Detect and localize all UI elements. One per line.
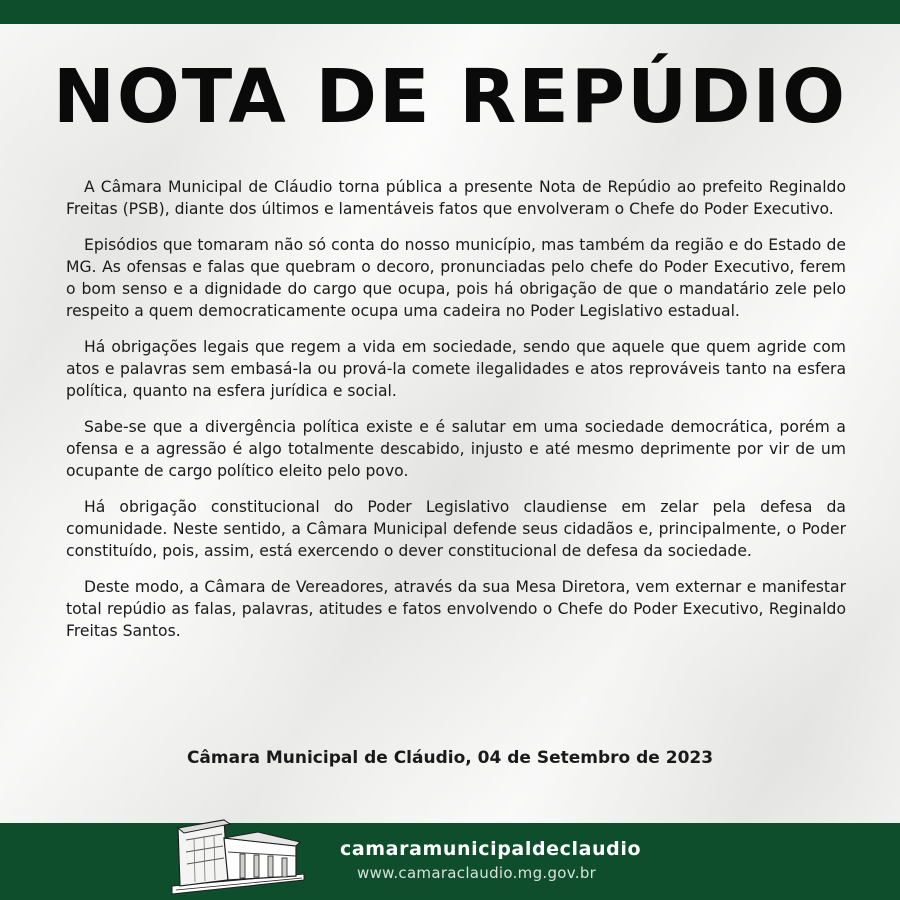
footer-bar bbox=[0, 823, 900, 900]
paragraph: Deste modo, a Câmara de Vereadores, através da sua Mesa Diretora, vem externar e manifestar total repúdio as falas, palavras, atitudes e fatos envolvendo o Chefe do Poder Executivo, Reginaldo Freitas Santos. bbox=[66, 578, 846, 640]
paragraph: Episódios que tomaram não só conta do nosso município, mas também da região e do Estado de MG. As ofensas e falas que quebram o decoro, pronunciadas pelo chefe do Poder Executivo, ferem o bom senso e a dignidade do cargo que ocupa, pois há obrigação de que o mandatário zele pelo respeito a quem democraticamente ocupa uma cadeira no Poder Legislativo estadual. bbox=[66, 236, 846, 320]
paragraph: Há obrigações legais que regem a vida em sociedade, sendo que aquele que quem agride com atos e palavras sem embasá-la ou prová-la comete ilegalidades e atos reprováveis tanto na esfera política, quanto na esfera jurídica e social. bbox=[66, 338, 846, 400]
paragraph: Sabe-se que a divergência política existe e é salutar em uma sociedade democrática, porém a ofensa e a agressão é algo totalmente descabido, injusto e até mesmo deprimente por vir de um ocupante de cargo político eleito pelo povo. bbox=[66, 418, 846, 480]
page-title: NOTA DE REPÚDIO bbox=[52, 54, 848, 140]
closing-signature: Câmara Municipal de Cláudio, 04 de Setembro de 2023 bbox=[186, 748, 714, 768]
note-body bbox=[66, 176, 846, 656]
top-green-bar bbox=[0, 0, 900, 24]
footer-website-link[interactable]: www.camaraclaudio.mg.gov.br bbox=[357, 864, 597, 882]
footer-handle: camaramunicipaldeclaudio bbox=[340, 838, 642, 860]
paragraph: Há obrigação constitucional do Poder Legislativo claudiense em zelar pela defesa da comunidade. Neste sentido, a Câmara Municipal defende seus cidadãos e, principalmente, o Poder constituído, pois, assim, está exercendo o dever constitucional de defesa da sociedade. bbox=[66, 498, 846, 560]
paragraph: A Câmara Municipal de Cláudio torna pública a presente Nota de Repúdio ao prefeito Reginaldo Freitas (PSB), diante dos últimos e lamentáveis fatos que envolveram o Chefe do Poder Executivo. bbox=[66, 178, 846, 218]
building-icon bbox=[168, 808, 308, 898]
